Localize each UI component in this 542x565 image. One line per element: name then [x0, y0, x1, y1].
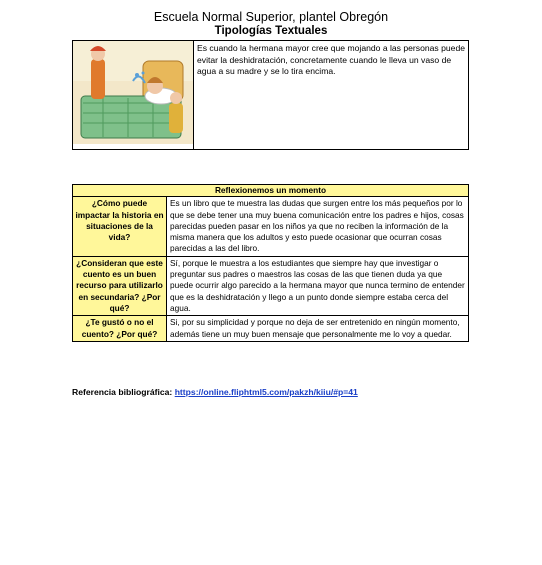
reflection-heading: Reflexionemos un momento — [73, 185, 469, 197]
answer-cell: Es un libro que te muestra las dudas que surgen entre los más pequeños por lo que se debe tener una muy buena comunicación entre los padres e hijos, cosas parecidas pueden pasar en los niños ya que no reciben la información de la misma manera que los adultos y esto puede ocasionar que ocurran cosas parecidas a las del libro. — [167, 197, 469, 256]
document-title: Tipologías Textuales — [214, 25, 328, 37]
reflection-table — [72, 184, 469, 342]
table-row — [73, 316, 469, 342]
question-cell: ¿Consideran que este cuento es un buen recurso para utilizarlo en secundaria? ¿Por qué? — [73, 256, 167, 315]
question-cell: ¿Te gustó o no el cuento? ¿Por qué? — [73, 316, 167, 342]
answer-cell: Sí, porque le muestra a los estudiantes que siempre hay que investigar o preguntar sus padres o maestros las cosas de las que tienen duda ya que puede ocurrir algo parecido a la hermana mayor que nunca termino de entender que es la deshidratación y llego a un punto donde siempre estaba cerca del agua. — [167, 256, 469, 315]
table-row — [73, 256, 469, 315]
story-illustration-cell — [73, 41, 194, 150]
bibliographic-reference — [72, 387, 358, 397]
school-name: Escuela Normal Superior, plantel Obregón — [153, 10, 389, 24]
story-description: Es cuando la hermana mayor cree que mojando a las personas puede evitar la deshidratación, concretamente cuando le lleva un vaso de agua a su madre y se lo tira encima. — [194, 41, 469, 150]
story-illustration — [73, 41, 193, 144]
reference-link[interactable]: https://online.fliphtml5.com/pakzh/kiiu/#p=41 — [174, 387, 358, 397]
question-cell: ¿Cómo puede impactar la historia en situaciones de la vida? — [73, 197, 167, 256]
answer-cell: Si, por su simplicidad y porque no deja de ser entretenido en ningún momento, además tiene un muy buen mensaje que personalmente me lo voy a quedar. — [167, 316, 469, 342]
table-row — [73, 197, 469, 256]
reference-label: Referencia bibliográfica: — [72, 387, 173, 397]
story-table — [72, 40, 469, 150]
